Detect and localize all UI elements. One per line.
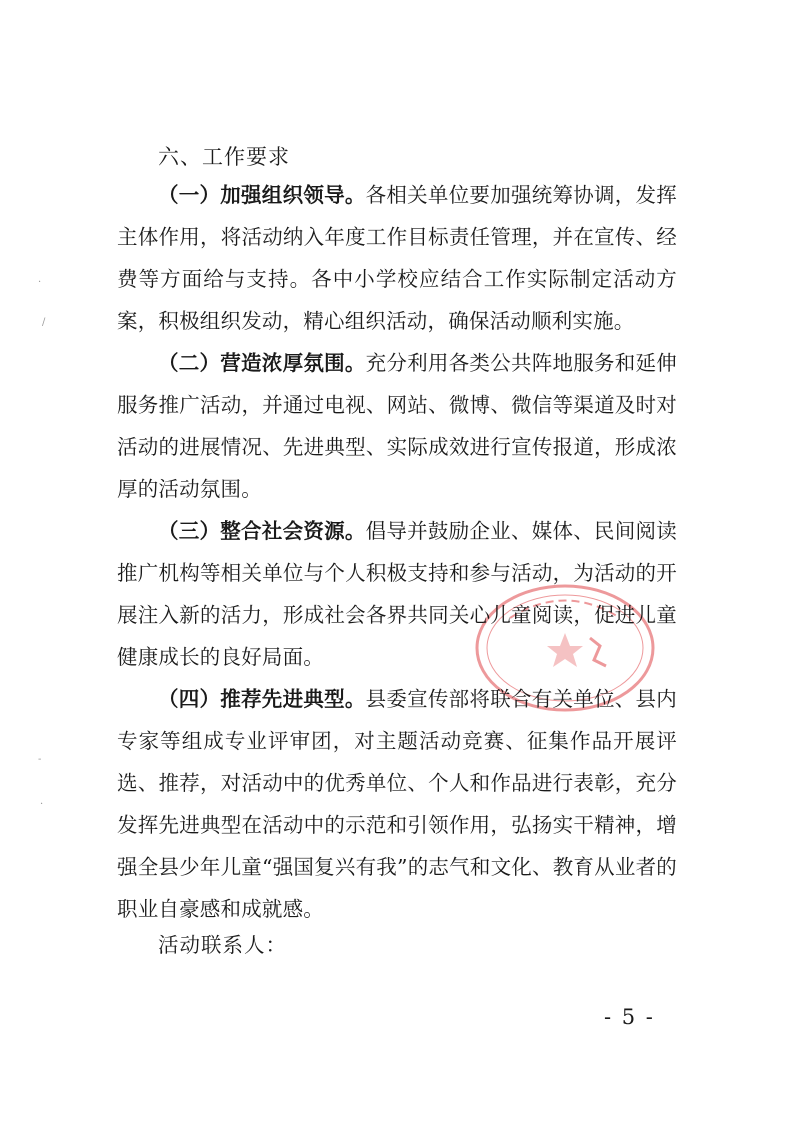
requirement-paragraph-2 [117, 342, 677, 510]
paragraph-body: 各相关单位要加强统筹协调，发挥主体作用，将活动纳入年度工作目标责任管理，并在宣传、经费等方面给与支持。各中小学校应结合工作实际制定活动方案，积极组织发动，精心组织活动，确保活动顺利实施。 [117, 183, 677, 333]
scan-speck: · [40, 799, 44, 810]
paragraph-body: 倡导并鼓励企业、媒体、民间阅读推广机构等相关单位与个人积极支持和参与活动，为活动的开展注入新的活力，形成社会各界共同关心儿童阅读，促进儿童健康成长的良好局面。 [117, 519, 677, 669]
paragraph-lead: （三）整合社会资源。 [158, 519, 366, 543]
paragraph-lead: （四）推荐先进典型。 [158, 687, 366, 711]
scan-speck: - [38, 754, 42, 765]
paragraph-lead: （二）营造浓厚氛围。 [158, 351, 366, 375]
scan-speck: · [38, 277, 42, 288]
paragraph-lead: （一）加强组织领导。 [158, 183, 366, 207]
contact-label: 活动联系人： [158, 933, 287, 957]
paragraph-body: 充分利用各类公共阵地服务和延伸服务推广活动，并通过电视、网站、微博、微信等渠道及时对活动的进展情况、先进典型、实际成效进行宣传报道，形成浓厚的活动氛围。 [117, 351, 677, 501]
paragraph-body: 县委宣传部将联合有关单位、县内专家等组成专业评审团，对主题活动竞赛、征集作品开展评选、推荐，对活动中的优秀单位、个人和作品进行表彰，充分发挥先进典型在活动中的示范和引领作用，弘扬实干精神，增强全县少年儿童“强国复兴有我”的志气和文化、教育从业者的职业自豪感和成就感。 [117, 687, 677, 921]
scan-speck: / [42, 317, 46, 328]
page-number: - 5 - [604, 1005, 655, 1029]
section-heading: 六、工作要求 [158, 145, 290, 169]
requirement-paragraph-1 [117, 174, 677, 342]
requirement-paragraph-3 [117, 510, 677, 678]
requirement-paragraph-4 [117, 678, 677, 930]
